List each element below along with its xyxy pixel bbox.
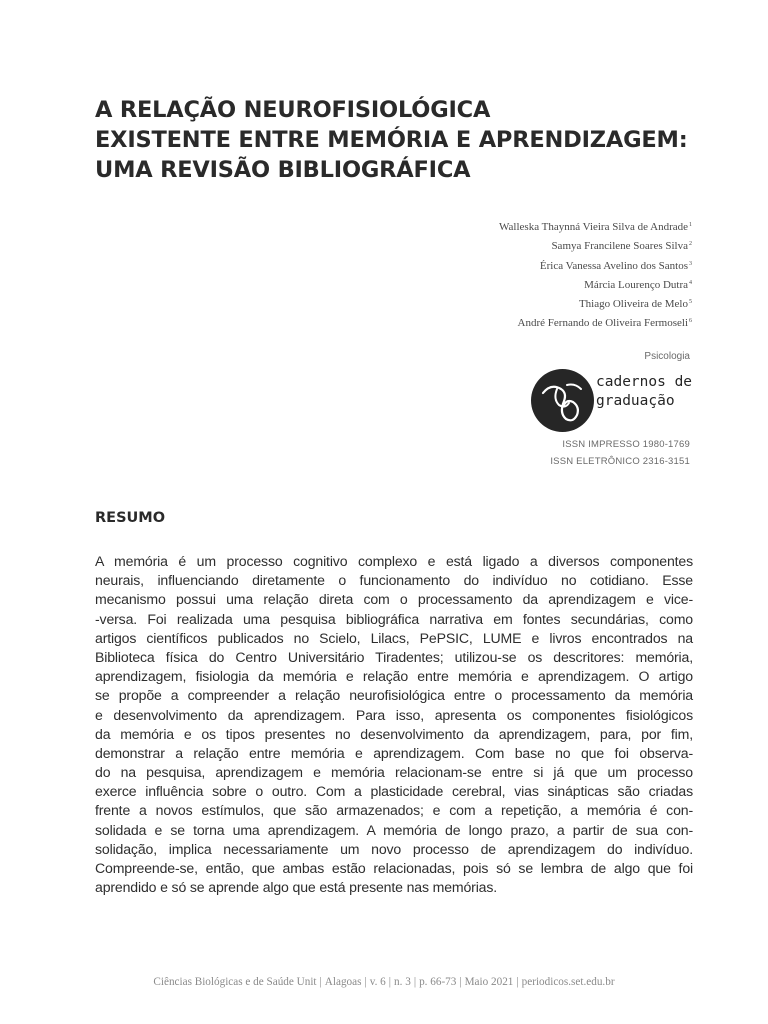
author-footnote-mark: 5 bbox=[689, 299, 692, 306]
author-footnote-mark: 3 bbox=[689, 260, 692, 267]
journal-logo-line: graduação bbox=[596, 393, 675, 409]
abstract-line: mecanismo possui uma relação direta com o processamento da aprendizagem e vice- bbox=[95, 591, 693, 608]
abstract-line: -versa. Foi realizada uma pesquisa bibliográfica narrativa em fontes secundárias, como bbox=[95, 610, 693, 627]
author-footnote-mark: 1 bbox=[689, 222, 692, 228]
author-entry bbox=[499, 274, 692, 293]
journal-monogram-icon bbox=[531, 369, 594, 432]
page-footer bbox=[0, 976, 768, 988]
abstract-line: frente a novos estímulos, que são armazenados; e com a repetição, a memória é con- bbox=[95, 802, 693, 819]
footer-date: Maio 2021 bbox=[464, 976, 514, 988]
author-list bbox=[499, 216, 692, 332]
footer-volume: v. 6 bbox=[369, 976, 386, 988]
article-title bbox=[95, 95, 695, 185]
author-entry bbox=[499, 235, 692, 254]
journal-logo-wordmark bbox=[596, 373, 692, 411]
abstract-line: do na pesquisa, aprendizagem e memória relacionam-se entre si já que um processo bbox=[95, 764, 693, 781]
issn-block bbox=[550, 436, 690, 470]
author-footnote-mark: 2 bbox=[689, 241, 692, 248]
issn-electronic: ISSN ELETRÔNICO 2316-3151 bbox=[550, 456, 690, 467]
author-name: Samya Francilene Soares Silva bbox=[551, 240, 688, 253]
footer-separator: | bbox=[459, 976, 462, 988]
abstract-line: Biblioteca física do Centro Universitário Tiradentes; utilizou-se os descritores: memória, bbox=[95, 648, 693, 665]
footer-pages: p. 66-73 bbox=[419, 976, 457, 988]
author-name: Érica Vanessa Avelino dos Santos bbox=[539, 259, 688, 272]
abstract-line: neurais, influenciando diretamente o funcionamento do indivíduo no cotidiano. Esse bbox=[95, 572, 693, 589]
footer-separator: | bbox=[516, 976, 519, 988]
abstract-line: da memória e os tipos presentes no desenvolvimento da aprendizagem, para, por fim, bbox=[95, 725, 693, 742]
title-line: UMA REVISÃO BIBLIOGRÁFICA bbox=[95, 157, 471, 183]
author-name: Thiago Oliveira de Melo bbox=[578, 298, 688, 311]
footer-separator: | bbox=[388, 976, 392, 988]
footer-separator: | bbox=[413, 976, 417, 988]
footer-journal: Ciências Biológicas e de Saúde Unit bbox=[153, 976, 317, 988]
abstract-heading: RESUMO bbox=[95, 510, 166, 526]
journal-logo bbox=[531, 367, 696, 434]
abstract-line: artigos científicos publicados no Scielo, Lilacs, PePSIC, LUME e livros encontrados na bbox=[95, 629, 693, 646]
abstract-line: A memória é um processo cognitivo complexo e está ligado a diversos componentes bbox=[95, 553, 693, 569]
author-name: Márcia Lourenço Dutra bbox=[584, 278, 688, 291]
author-footnote-mark: 4 bbox=[689, 279, 692, 286]
footer-site[interactable]: periodicos.set.edu.br bbox=[521, 976, 615, 988]
author-entry bbox=[499, 255, 692, 274]
abstract-line: Compreende-se, então, que ambas estão relacionadas, pois só se lembra de algo que foi bbox=[95, 860, 693, 876]
author-footnote-mark: 6 bbox=[689, 318, 692, 325]
title-line: A RELAÇÃO NEUROFISIOLÓGICA bbox=[95, 97, 491, 123]
abstract-line: aprendizagem, fisiologia da memória e relação entre memória e aprendizagem. O artigo bbox=[95, 668, 693, 685]
abstract-line: solidada e se torna uma aprendizagem. A memória de longo prazo, a partir de sua con- bbox=[95, 821, 693, 838]
author-entry bbox=[499, 216, 692, 235]
abstract-line: e desenvolvimento da aprendizagem. Para isso, apresenta os componentes fisiológicos bbox=[95, 706, 693, 723]
abstract-line: se propõe a compreender a relação neurofisiológica entre o processamento da memória bbox=[95, 687, 693, 704]
footer-number: n. 3 bbox=[394, 976, 411, 988]
journal-logo-line: cadernos de bbox=[596, 374, 693, 390]
author-entry bbox=[499, 293, 692, 312]
footer-location: Alagoas bbox=[324, 976, 362, 988]
author-name: André Fernando de Oliveira Fermoseli bbox=[517, 317, 688, 330]
footer-separator: | bbox=[364, 976, 367, 988]
abstract-line: aprendido e só se aprende algo que está presente nas memórias. bbox=[95, 879, 498, 896]
section-label: Psicologia bbox=[644, 351, 690, 362]
issn-print: ISSN IMPRESSO 1980-1769 bbox=[562, 439, 690, 450]
abstract-line: solidação, implica necessariamente um novo processo de aprendizagem do indivíduo. bbox=[95, 840, 693, 857]
abstract-line: demonstrar a relação entre memória e aprendizagem. Com base no que foi observa- bbox=[95, 744, 693, 761]
abstract-body bbox=[95, 552, 693, 897]
abstract-line: exerce influência sobre o outro. Com a plasticidade cerebral, vias sinápticas são criadas bbox=[95, 783, 693, 800]
author-name: Walleska Thaynná Vieira Silva de Andrade bbox=[499, 221, 688, 233]
author-entry bbox=[499, 312, 692, 331]
title-line: EXISTENTE ENTRE MEMÓRIA E APRENDIZAGEM: bbox=[95, 127, 688, 153]
footer-separator: | bbox=[319, 976, 322, 988]
